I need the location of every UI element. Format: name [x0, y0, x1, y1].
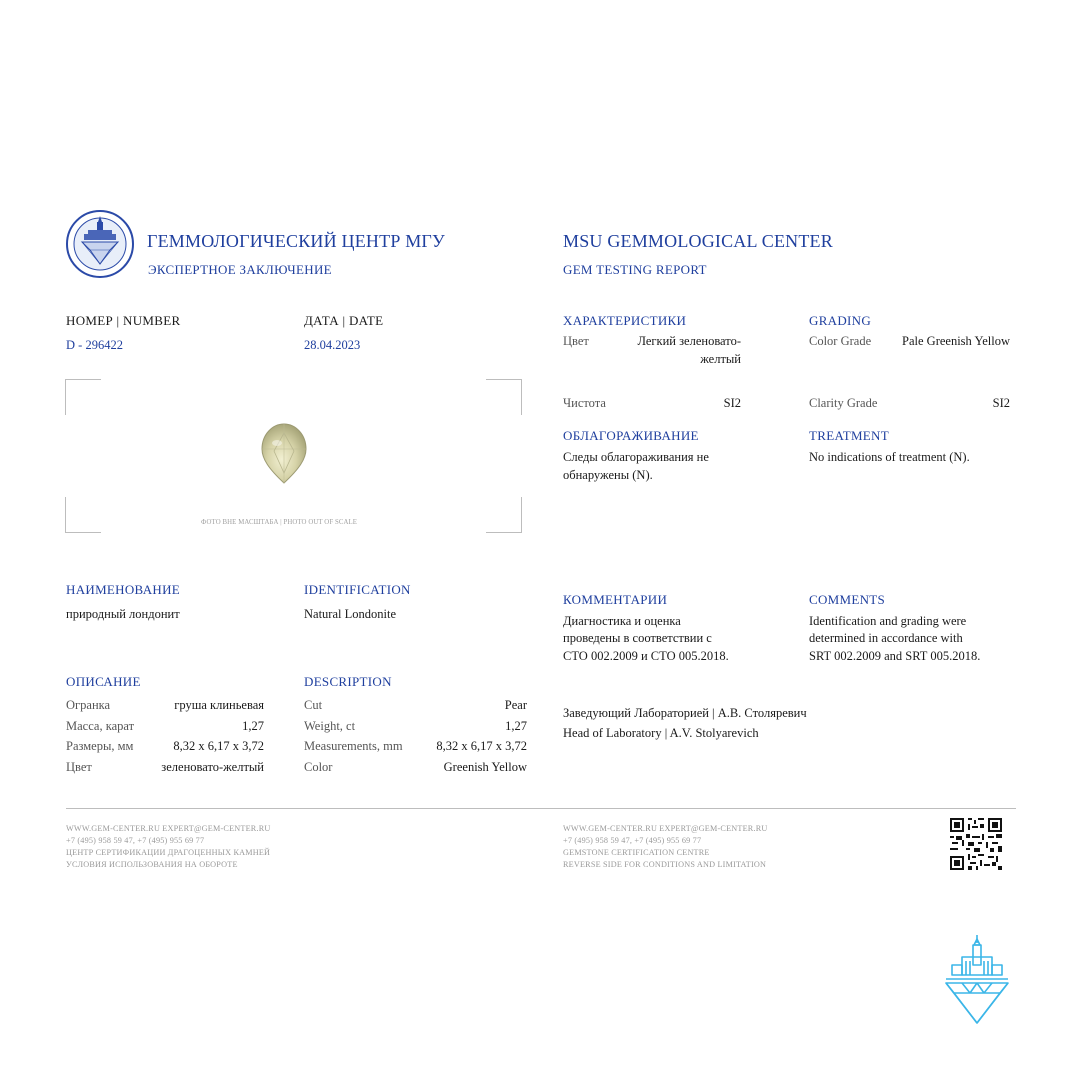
identification-en-heading: IDENTIFICATION	[304, 582, 411, 597]
frame-corner-br	[486, 497, 522, 533]
row-value: 8,32 x 6,17 x 3,72	[436, 739, 527, 753]
comments-en-line2: determined in accordance with	[809, 631, 963, 645]
row-label: Размеры, мм	[66, 739, 134, 753]
description-ru-row	[66, 698, 264, 713]
row-value: Greenish Yellow	[443, 760, 527, 774]
description-en-row	[304, 719, 527, 734]
ru-color-label: Цвет	[563, 334, 589, 348]
number-label: НОМЕР | NUMBER	[66, 313, 181, 328]
treatment-ru-heading: ОБЛАГОРАЖИВАНИЕ	[563, 428, 699, 443]
row-value: 1,27	[505, 719, 527, 733]
identification-ru-heading: НАИМЕНОВАНИЕ	[66, 582, 180, 597]
row-label: Color	[304, 760, 333, 774]
ru-clarity-label: Чистота	[563, 396, 606, 410]
row-label: Огранка	[66, 698, 111, 712]
msu-seal-icon	[66, 210, 134, 278]
treatment-ru-line1: Следы облагораживания не	[563, 450, 709, 464]
row-label: Цвет	[66, 760, 92, 774]
qr-code-icon[interactable]	[950, 818, 1002, 870]
date-value: 28.04.2023	[304, 338, 361, 352]
en-clarity-value: SI2	[992, 396, 1010, 410]
row-value: 1,27	[242, 719, 264, 733]
row-label: Масса, карат	[66, 719, 135, 733]
en-center-title: MSU GEMMOLOGICAL CENTER	[563, 231, 833, 251]
description-ru-row	[66, 739, 264, 754]
row-value: груша клиньевая	[174, 698, 264, 712]
msu-diamond-logo-icon	[942, 933, 1012, 1027]
comments-ru-line2: проведены в соответствии с	[563, 631, 712, 645]
footer-ru-line4: УСЛОВИЯ ИСПОЛЬЗОВАНИЯ НА ОБОРОТЕ	[66, 860, 238, 869]
row-value: 8,32 x 6,17 x 3,72	[173, 739, 264, 753]
description-en-row	[304, 739, 527, 754]
row-value: зеленовато-желтый	[161, 760, 264, 774]
number-value: D - 296422	[66, 338, 123, 352]
grading-en-heading: GRADING	[809, 313, 872, 328]
footer-en	[563, 823, 767, 871]
ru-center-title: ГЕММОЛОГИЧЕСКИЙ ЦЕНТР МГУ	[147, 231, 445, 251]
pear-gem-image	[259, 421, 309, 485]
footer-en-line1: WWW.GEM-CENTER.RU EXPERT@GEM-CENTER.RU	[563, 824, 768, 833]
comments-en-heading: COMMENTS	[809, 592, 886, 607]
identification-ru-value: природный лондонит	[66, 607, 180, 621]
en-clarity-label: Clarity Grade	[809, 396, 878, 410]
frame-corner-tr	[486, 379, 522, 415]
description-en-heading: DESCRIPTION	[304, 674, 392, 689]
footer-ru-line2: +7 (495) 958 59 47, +7 (495) 955 69 77	[66, 836, 205, 845]
signature-en: Head of Laboratory | A.V. Stolyarevich	[563, 726, 759, 740]
en-color-label: Color Grade	[809, 334, 872, 348]
date-label: ДАТА | DATE	[304, 313, 384, 328]
description-ru-row	[66, 719, 264, 734]
comments-en-line1: Identification and grading were	[809, 614, 967, 628]
row-value: Pear	[504, 698, 527, 712]
comments-ru-line3: СТО 002.2009 и СТО 005.2018.	[563, 649, 729, 663]
treatment-en-heading: TREATMENT	[809, 428, 889, 443]
comments-ru-line1: Диагностика и оценка	[563, 614, 681, 628]
ru-report-subtitle: ЭКСПЕРТНОЕ ЗАКЛЮЧЕНИЕ	[148, 262, 332, 277]
row-label: Weight, ct	[304, 719, 356, 733]
ru-clarity-value: SI2	[723, 396, 741, 410]
identification-en-value: Natural Londonite	[304, 607, 396, 621]
footer-ru-line1: WWW.GEM-CENTER.RU EXPERT@GEM-CENTER.RU	[66, 824, 271, 833]
treatment-ru-line2: обнаружены (N).	[563, 468, 653, 482]
frame-corner-tl	[65, 379, 101, 415]
signature-ru: Заведующий Лабораторией | А.В. Столяревич	[563, 706, 807, 720]
row-label: Cut	[304, 698, 323, 712]
footer-en-line4: REVERSE SIDE FOR CONDITIONS AND LIMITATION	[563, 860, 767, 869]
en-color-value: Pale Greenish Yellow	[902, 334, 1010, 348]
description-en-row	[304, 760, 527, 775]
description-ru-row	[66, 760, 264, 775]
comments-en-line3: SRT 002.2009 and SRT 005.2018.	[809, 649, 981, 663]
comments-ru-heading: КОММЕНТАРИИ	[563, 592, 668, 607]
footer-divider	[66, 808, 1016, 809]
footer-en-line3: GEMSTONE CERTIFICATION CENTRE	[563, 848, 710, 857]
row-label: Measurements, mm	[304, 739, 403, 753]
ru-color-value-line1: Легкий зеленовато-	[637, 334, 741, 348]
photo-caption: ФОТО ВНЕ МАСШТАБА | PHOTO OUT OF SCALE	[201, 519, 358, 526]
footer-en-line2: +7 (495) 958 59 47, +7 (495) 955 69 77	[563, 836, 702, 845]
footer-ru	[66, 823, 270, 871]
description-en-row	[304, 698, 527, 713]
en-report-subtitle: GEM TESTING REPORT	[563, 262, 707, 277]
description-ru-heading: ОПИСАНИЕ	[66, 674, 141, 689]
treatment-en-line1: No indications of treatment (N).	[809, 450, 970, 464]
grading-ru-heading: ХАРАКТЕРИСТИКИ	[563, 313, 687, 328]
footer-ru-line3: ЦЕНТР СЕРТИФИКАЦИИ ДРАГОЦЕННЫХ КАМНЕЙ	[66, 848, 271, 857]
ru-color-value-line2: желтый	[700, 352, 741, 366]
frame-corner-bl	[65, 497, 101, 533]
